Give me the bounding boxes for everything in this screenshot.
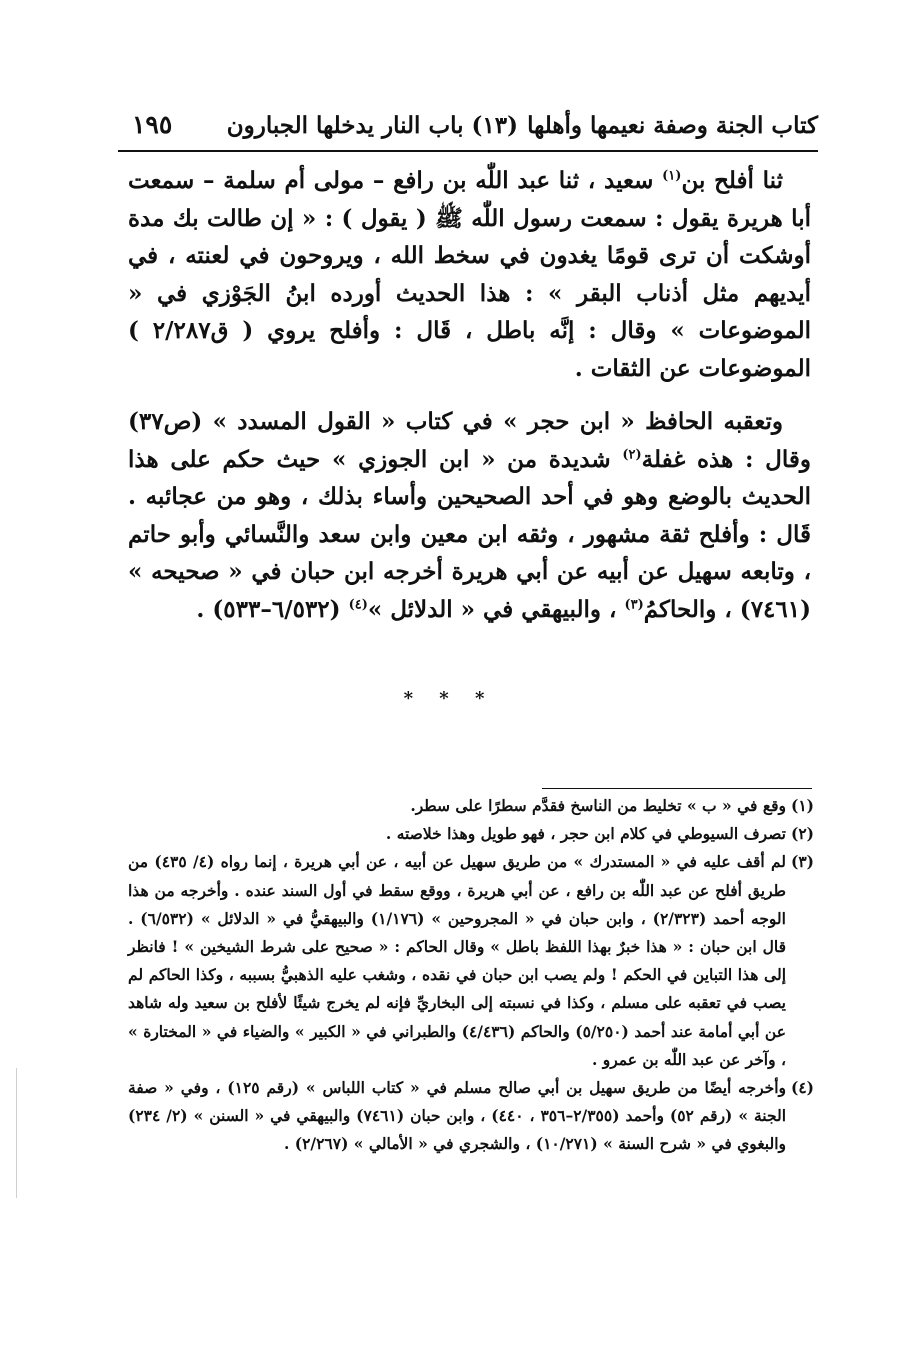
running-header: [118, 108, 818, 154]
footnote-ref-4: (٤): [348, 596, 368, 612]
page-number: ١٩٥: [132, 110, 173, 139]
text-span: (٦/٥٣٢–٥٣٣) .: [196, 595, 349, 623]
footnote-number: (٢): [790, 824, 814, 844]
footnotes: [128, 792, 814, 1159]
footnote-number: (١): [790, 796, 814, 815]
footnote-2: [128, 820, 814, 848]
header-rule: [118, 150, 818, 152]
text-span: شديدة من « ابن الجوزي » حيث حكم على هذا الحديث بالوضع وهو في أحد الصحيحين وأساء بذلك ، وهو من عجائبه . قَال : وأفلح ثقة مشهور ، وثقه ابن معين وابن سعد والنَّسائي وأبو حاتم ، وتابعه سهيل عن أبيه عن أبي هريرة أخرجه ابن حبان في « صحيحه » (٧٤٦١) ، والحاكمُ: [128, 445, 811, 623]
book-title: كتاب الجنة وصفة نعيمها وأهلها: [527, 112, 818, 139]
text-span: ثنا أفلح بن: [681, 167, 784, 194]
scan-edge-mark: [16, 1068, 17, 1198]
footnote-text: لم أقف عليه في « المستدرك » من طريق سهيل عن أبيه ، عن أبي هريرة ، إنما رواه (٤/ ٤٣٥) من طريق أفلح عن عبد اللّٰه بن رافع ، عن أبي هريرة ، ووقع سقط في أول السند عنده . وأخرجه من هذا الوجه أحمد (٢/٣٢٣) ، وابن حبان في « المجروحين » (١/١٧٦) والبيهقيُّ في « الدلائل » (٦/٥٣٢) . قال ابن حبان : « هذا خبرٌ بهذا اللفظ باطل » وقال الحاكم : « صحيح على شرط الشيخين » ! فانظر إلى هذا التباين في الحكم ! ولم يصب ابن حبان في نقده ، وشغب عليه الذهبيُّ بسببه ، وكذا الحاكم لم يصب في تعقبه على مسلم ، وكذا في نسبته إلى البخاريِّ فإنه لم يخرج شيئًا لأفلح بن سعيد وله شاهد عن أبي أمامة عند أحمد (٥/٢٥٠) والحاكم (٤/٤٣٦) والطبراني في « الكبير » والضياء في « المختارة » ، وآخر عن عبد اللّٰه بن عمرو .: [128, 852, 786, 1069]
footnote-text: وقع في « ب » تخليط من الناسخ فقدَّم سطرًا على سطر.: [410, 796, 786, 815]
footnote-text: وأخرجه أيضًا من طريق سهيل بن أبي صالح مسلم في « كتاب اللباس » (رقم ١٢٥) ، وفي « صفة الجنة » (رقم ٥٢) وأحمد (٢/٣٥٥–٣٥٦ ، ٤٤٠) ، وابن حبان (٧٤٦١) والبيهقي في « السنن » (٢/ ٢٣٤) والبغوي في « شرح السنة » (١٠/٢٧١) ، والشجري في « الأمالي » (٢/٢٦٧) .: [128, 1078, 787, 1154]
footnote-rule: [542, 788, 812, 789]
footnote-text: تصرف السيوطي في كلام ابن حجر ، فهو طويل وهذا خلاصته .: [385, 824, 786, 844]
footnote-number: (٣): [790, 852, 814, 872]
text-span: سعيد ، ثنا عبد اللّٰه بن رافع – مولى أم سلمة – سمعت أبا هريرة يقول : سمعت رسول اللّٰه ﷺ ( يقول ) : « إن طالت بك مدة أوشكت أن ترى قومًا يغدون في سخط الله ، ويروحون في لعنته ، في أيديهم مثل أذناب البقر » : هذا الحديث أورده ابنُ الجَوْزي في « الموضوعات » وقال : إنَّه باطل ، قَال : وأفلح يروي ( ق٢/٢٨٧ ) الموضوعات عن الثقات .: [128, 167, 811, 382]
footnote-4: [128, 1074, 814, 1159]
footnote-ref-2: (٢): [622, 446, 642, 462]
footnote-3: [128, 848, 814, 1074]
chapter-title: (١٣) باب النار يدخلها الجبارون: [226, 112, 518, 139]
main-text: [128, 162, 811, 628]
text-span: ، والبيهقي في « الدلائل »: [367, 595, 625, 623]
footnote-ref-3: (٣): [624, 596, 644, 612]
footnote-number: (٤): [790, 1078, 814, 1098]
paragraph-hadith: [128, 162, 811, 387]
text-span: وتعقبه الحافظ « ابن حجر » في كتاب « القول المسدد » (ص٣٧) وقال : هذه غفلة: [128, 408, 811, 473]
footnote-ref-1: (١): [662, 168, 682, 184]
footnote-1: [128, 792, 814, 820]
section-separator: * * *: [403, 688, 495, 709]
paragraph-commentary: [128, 403, 811, 628]
